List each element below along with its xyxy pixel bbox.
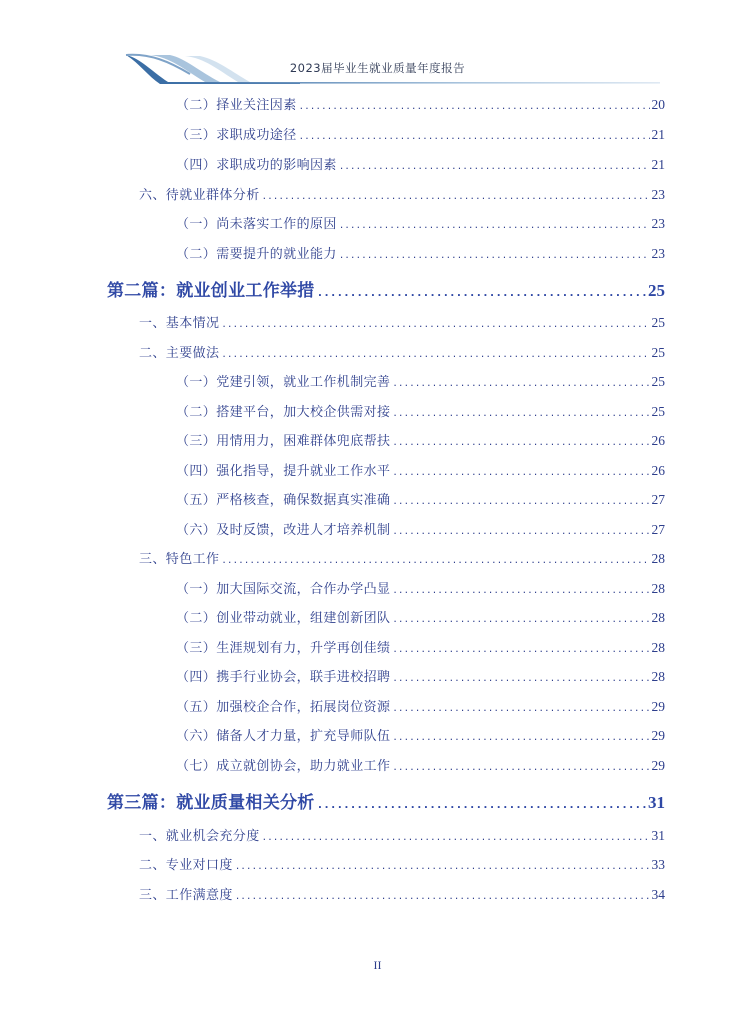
toc-entry[interactable] xyxy=(176,491,665,511)
toc-entry[interactable] xyxy=(139,550,665,570)
toc-entry[interactable] xyxy=(176,126,665,146)
toc-page-number: 23 xyxy=(651,246,665,261)
toc-entry-label: （三）用情用力，困难群体兜底帮扶 xyxy=(176,434,391,449)
toc-entry[interactable] xyxy=(176,245,665,265)
toc-entry-label: （六）储备人才力量，扩充导师队伍 xyxy=(176,729,391,744)
toc-page-number: 29 xyxy=(651,728,665,743)
toc-leader-dots xyxy=(235,888,650,906)
toc-entry-label: （五）严格核查，确保数据真实准确 xyxy=(176,493,391,508)
toc-leader-dots xyxy=(262,829,650,847)
toc-entry[interactable] xyxy=(176,215,665,235)
toc-page-number: 29 xyxy=(651,699,665,714)
toc-entry[interactable] xyxy=(176,698,665,718)
toc-leader-dots xyxy=(339,158,650,176)
toc-entry-label: （一）加大国际交流，合作办学凸显 xyxy=(176,582,391,597)
toc-page-number: 23 xyxy=(651,216,665,231)
toc-entry[interactable] xyxy=(139,314,665,334)
toc-entry[interactable] xyxy=(176,609,665,629)
toc-page-number: 28 xyxy=(651,551,665,566)
toc-leader-dots xyxy=(317,794,646,816)
toc-page-number: 25 xyxy=(651,374,665,389)
toc-entry-label: 第二篇：就业创业工作举措 xyxy=(107,281,315,301)
toc-part-heading[interactable] xyxy=(107,792,665,816)
toc-entry[interactable] xyxy=(176,757,665,777)
toc-leader-dots xyxy=(339,217,650,235)
toc-entry[interactable] xyxy=(139,856,665,876)
toc-page-number: 31 xyxy=(648,793,665,812)
toc-entry[interactable] xyxy=(176,156,665,176)
toc-leader-dots xyxy=(221,552,649,570)
toc-entry-label: （四）强化指导，提升就业工作水平 xyxy=(176,464,391,479)
toc-entry[interactable] xyxy=(176,580,665,600)
toc-leader-dots xyxy=(299,128,650,146)
toc-leader-dots xyxy=(392,375,649,393)
toc-page-number: 26 xyxy=(651,463,665,478)
toc-entry-label: （一）尚未落实工作的原因 xyxy=(176,217,337,232)
toc-page-number: 28 xyxy=(651,581,665,596)
toc-leader-dots xyxy=(235,858,650,876)
toc-leader-dots xyxy=(392,434,649,452)
toc-entry-label: 六、待就业群体分析 xyxy=(139,188,260,203)
toc-page-number: 20 xyxy=(651,97,665,112)
toc-entry[interactable] xyxy=(176,639,665,659)
page-number: II xyxy=(373,958,382,972)
toc-entry[interactable] xyxy=(176,373,665,393)
toc-page-number: 27 xyxy=(651,492,665,507)
toc-page-number: 21 xyxy=(651,157,665,172)
toc-entry-label: 二、专业对口度 xyxy=(139,858,233,873)
toc-entry-label: （一）党建引领，就业工作机制完善 xyxy=(176,375,391,390)
toc-entry[interactable] xyxy=(139,827,665,847)
toc-entry[interactable] xyxy=(139,886,665,906)
toc-entry-label: 一、就业机会充分度 xyxy=(139,829,260,844)
toc-page-number: 28 xyxy=(651,640,665,655)
toc-leader-dots xyxy=(392,641,649,659)
toc-leader-dots xyxy=(221,316,649,334)
toc-leader-dots xyxy=(392,405,649,423)
toc-entry[interactable] xyxy=(176,462,665,482)
toc-entry-label: 一、基本情况 xyxy=(139,316,220,331)
toc-page-number: 28 xyxy=(651,669,665,684)
toc-page-number: 25 xyxy=(651,315,665,330)
toc-part-heading[interactable] xyxy=(107,280,665,304)
toc-entry-label: （六）及时反馈，改进人才培养机制 xyxy=(176,523,391,538)
toc-leader-dots xyxy=(392,700,649,718)
toc-entry[interactable] xyxy=(176,403,665,423)
toc-entry-label: （四）携手行业协会，联手进校招聘 xyxy=(176,670,391,685)
toc-entry-label: （三）求职成功途径 xyxy=(176,128,297,143)
toc-entry-label: 三、特色工作 xyxy=(139,552,220,567)
toc-page-number: 34 xyxy=(651,887,665,902)
toc-entry-label: （三）生涯规划有力，升学再创佳绩 xyxy=(176,641,391,656)
toc-entry[interactable] xyxy=(176,521,665,541)
toc-entry[interactable] xyxy=(176,668,665,688)
toc-page-number: 25 xyxy=(651,345,665,360)
toc-leader-dots xyxy=(392,493,649,511)
toc-leader-dots xyxy=(392,759,649,777)
toc-entry[interactable] xyxy=(176,96,665,116)
toc-entry-label: （五）加强校企合作，拓展岗位资源 xyxy=(176,700,391,715)
toc-leader-dots xyxy=(392,729,649,747)
toc-entry-label: （四）求职成功的影响因素 xyxy=(176,158,337,173)
toc-page-number: 25 xyxy=(651,404,665,419)
toc-page-number: 33 xyxy=(651,857,665,872)
toc-leader-dots xyxy=(221,346,649,364)
toc-entry[interactable] xyxy=(139,186,665,206)
toc-page-number: 27 xyxy=(651,522,665,537)
toc-leader-dots xyxy=(339,247,650,265)
toc-leader-dots xyxy=(317,282,646,304)
toc-leader-dots xyxy=(392,523,649,541)
toc-entry-label: 三、工作满意度 xyxy=(139,888,233,903)
toc-entry-label: （二）需要提升的就业能力 xyxy=(176,247,337,262)
toc-leader-dots xyxy=(392,464,649,482)
toc-leader-dots xyxy=(392,582,649,600)
toc-entry-label: 二、主要做法 xyxy=(139,346,220,361)
toc-page-number: 21 xyxy=(651,127,665,142)
toc-leader-dots xyxy=(392,611,649,629)
toc-page-number: 23 xyxy=(651,187,665,202)
toc-entry-label: 第三篇：就业质量相关分析 xyxy=(107,793,315,813)
toc-page-number: 28 xyxy=(651,610,665,625)
toc-leader-dots xyxy=(299,98,650,116)
toc-entry-label: （七）成立就创协会，助力就业工作 xyxy=(176,759,391,774)
toc-entry-label: （二）创业带动就业，组建创新团队 xyxy=(176,611,391,626)
toc-entry[interactable] xyxy=(176,432,665,452)
toc-leader-dots xyxy=(262,188,650,206)
toc-entry[interactable] xyxy=(176,727,665,747)
toc-entry[interactable] xyxy=(139,344,665,364)
toc-entry-label: （二）搭建平台，加大校企供需对接 xyxy=(176,405,391,420)
header-title: 2023届毕业生就业质量年度报告 xyxy=(289,61,466,75)
toc-page-number: 31 xyxy=(651,828,665,843)
toc-page-number: 26 xyxy=(651,433,665,448)
toc-page-number: 25 xyxy=(648,281,665,300)
toc-entry-label: （二）择业关注因素 xyxy=(176,98,297,113)
toc-leader-dots xyxy=(392,670,649,688)
toc-page-number: 29 xyxy=(651,758,665,773)
